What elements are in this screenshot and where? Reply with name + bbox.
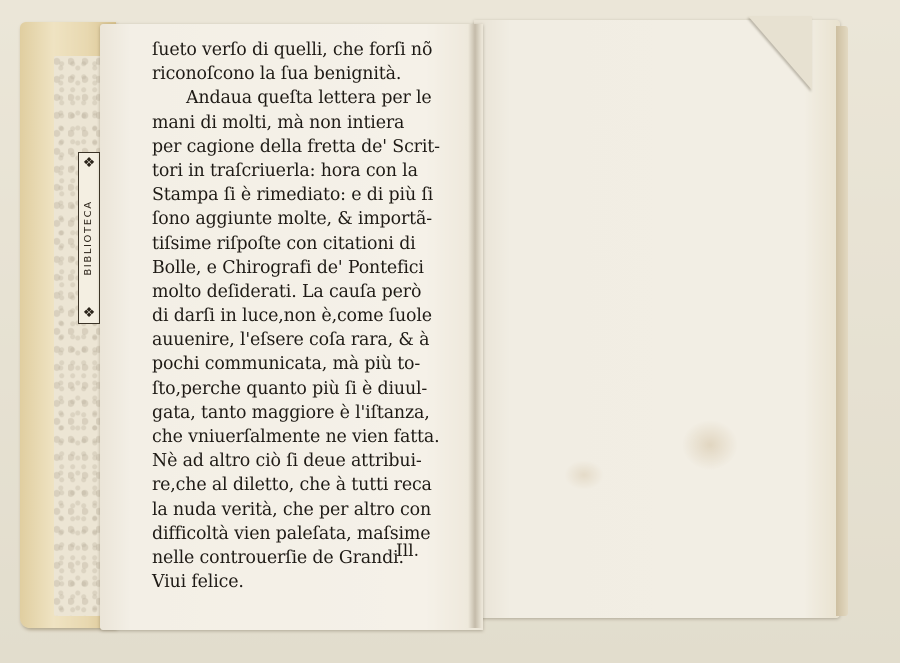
text-line: tiſsime riſpoſte con citationi di [152, 233, 416, 254]
left-page-text [152, 38, 452, 594]
text-line: che vniuerſalmente ne vien fatta. [152, 427, 440, 447]
text-line: Stampa ſi è rimediato: e di più ſi [152, 185, 434, 206]
text-line: molto deſiderati. La cauſa però [152, 281, 422, 302]
text-line: per cagione della fretta de' Scrit- [152, 136, 440, 157]
spine-label-text: BIBLIOTECA [83, 200, 94, 276]
text-line: re,che al diletto, che à tutti reca [152, 475, 432, 496]
ornament-top-icon: ❖ [82, 155, 96, 171]
right-page-blank [474, 20, 840, 618]
foxing-stain [564, 460, 604, 490]
folded-corner [748, 16, 812, 90]
text-line: di darſi in luce,non è,come ſuole [152, 306, 432, 327]
text-line: ſueto verſo di quelli, che forſi nõ [152, 40, 433, 60]
page-block-edge [836, 26, 848, 616]
text-line: ſto,perche quanto più ſi è diuul- [152, 378, 428, 399]
text-line: auuenire, l'eſsere coſa rara, & à [152, 330, 430, 351]
text-line: nelle controuerſie de Grandi. [152, 547, 404, 568]
catchword: Ill. [396, 541, 419, 561]
text-line: tori in traſcriuerla: hora con la [152, 160, 418, 181]
text-line: mani di molti, mà non intiera [152, 112, 405, 133]
text-line: Andaua queſta lettera per le [186, 88, 432, 109]
foxing-stain [682, 420, 738, 470]
binding-inner-paper [54, 56, 106, 616]
text-line: ſono aggiunte molte, & importã- [152, 209, 432, 230]
text-line: la nuda verità, che per altro con [152, 499, 432, 520]
text-line: pochi communicata, mà più to- [152, 354, 421, 375]
text-line: Viui felice. [152, 572, 244, 593]
text-line: Nè ad altro ciò ſi deue attribui- [152, 451, 422, 472]
book-gutter [468, 24, 482, 628]
library-spine-label [78, 152, 100, 324]
ornament-bottom-icon: ❖ [82, 305, 96, 321]
text-line: difficoltà vien paleſata, maſsime [152, 523, 431, 544]
text-line: Bolle, e Chirografi de' Pontefici [152, 257, 424, 278]
text-line: riconoſcono la ſua benignità. [152, 64, 402, 85]
text-line: gata, tanto maggiore è l'iſtanza, [152, 402, 430, 423]
